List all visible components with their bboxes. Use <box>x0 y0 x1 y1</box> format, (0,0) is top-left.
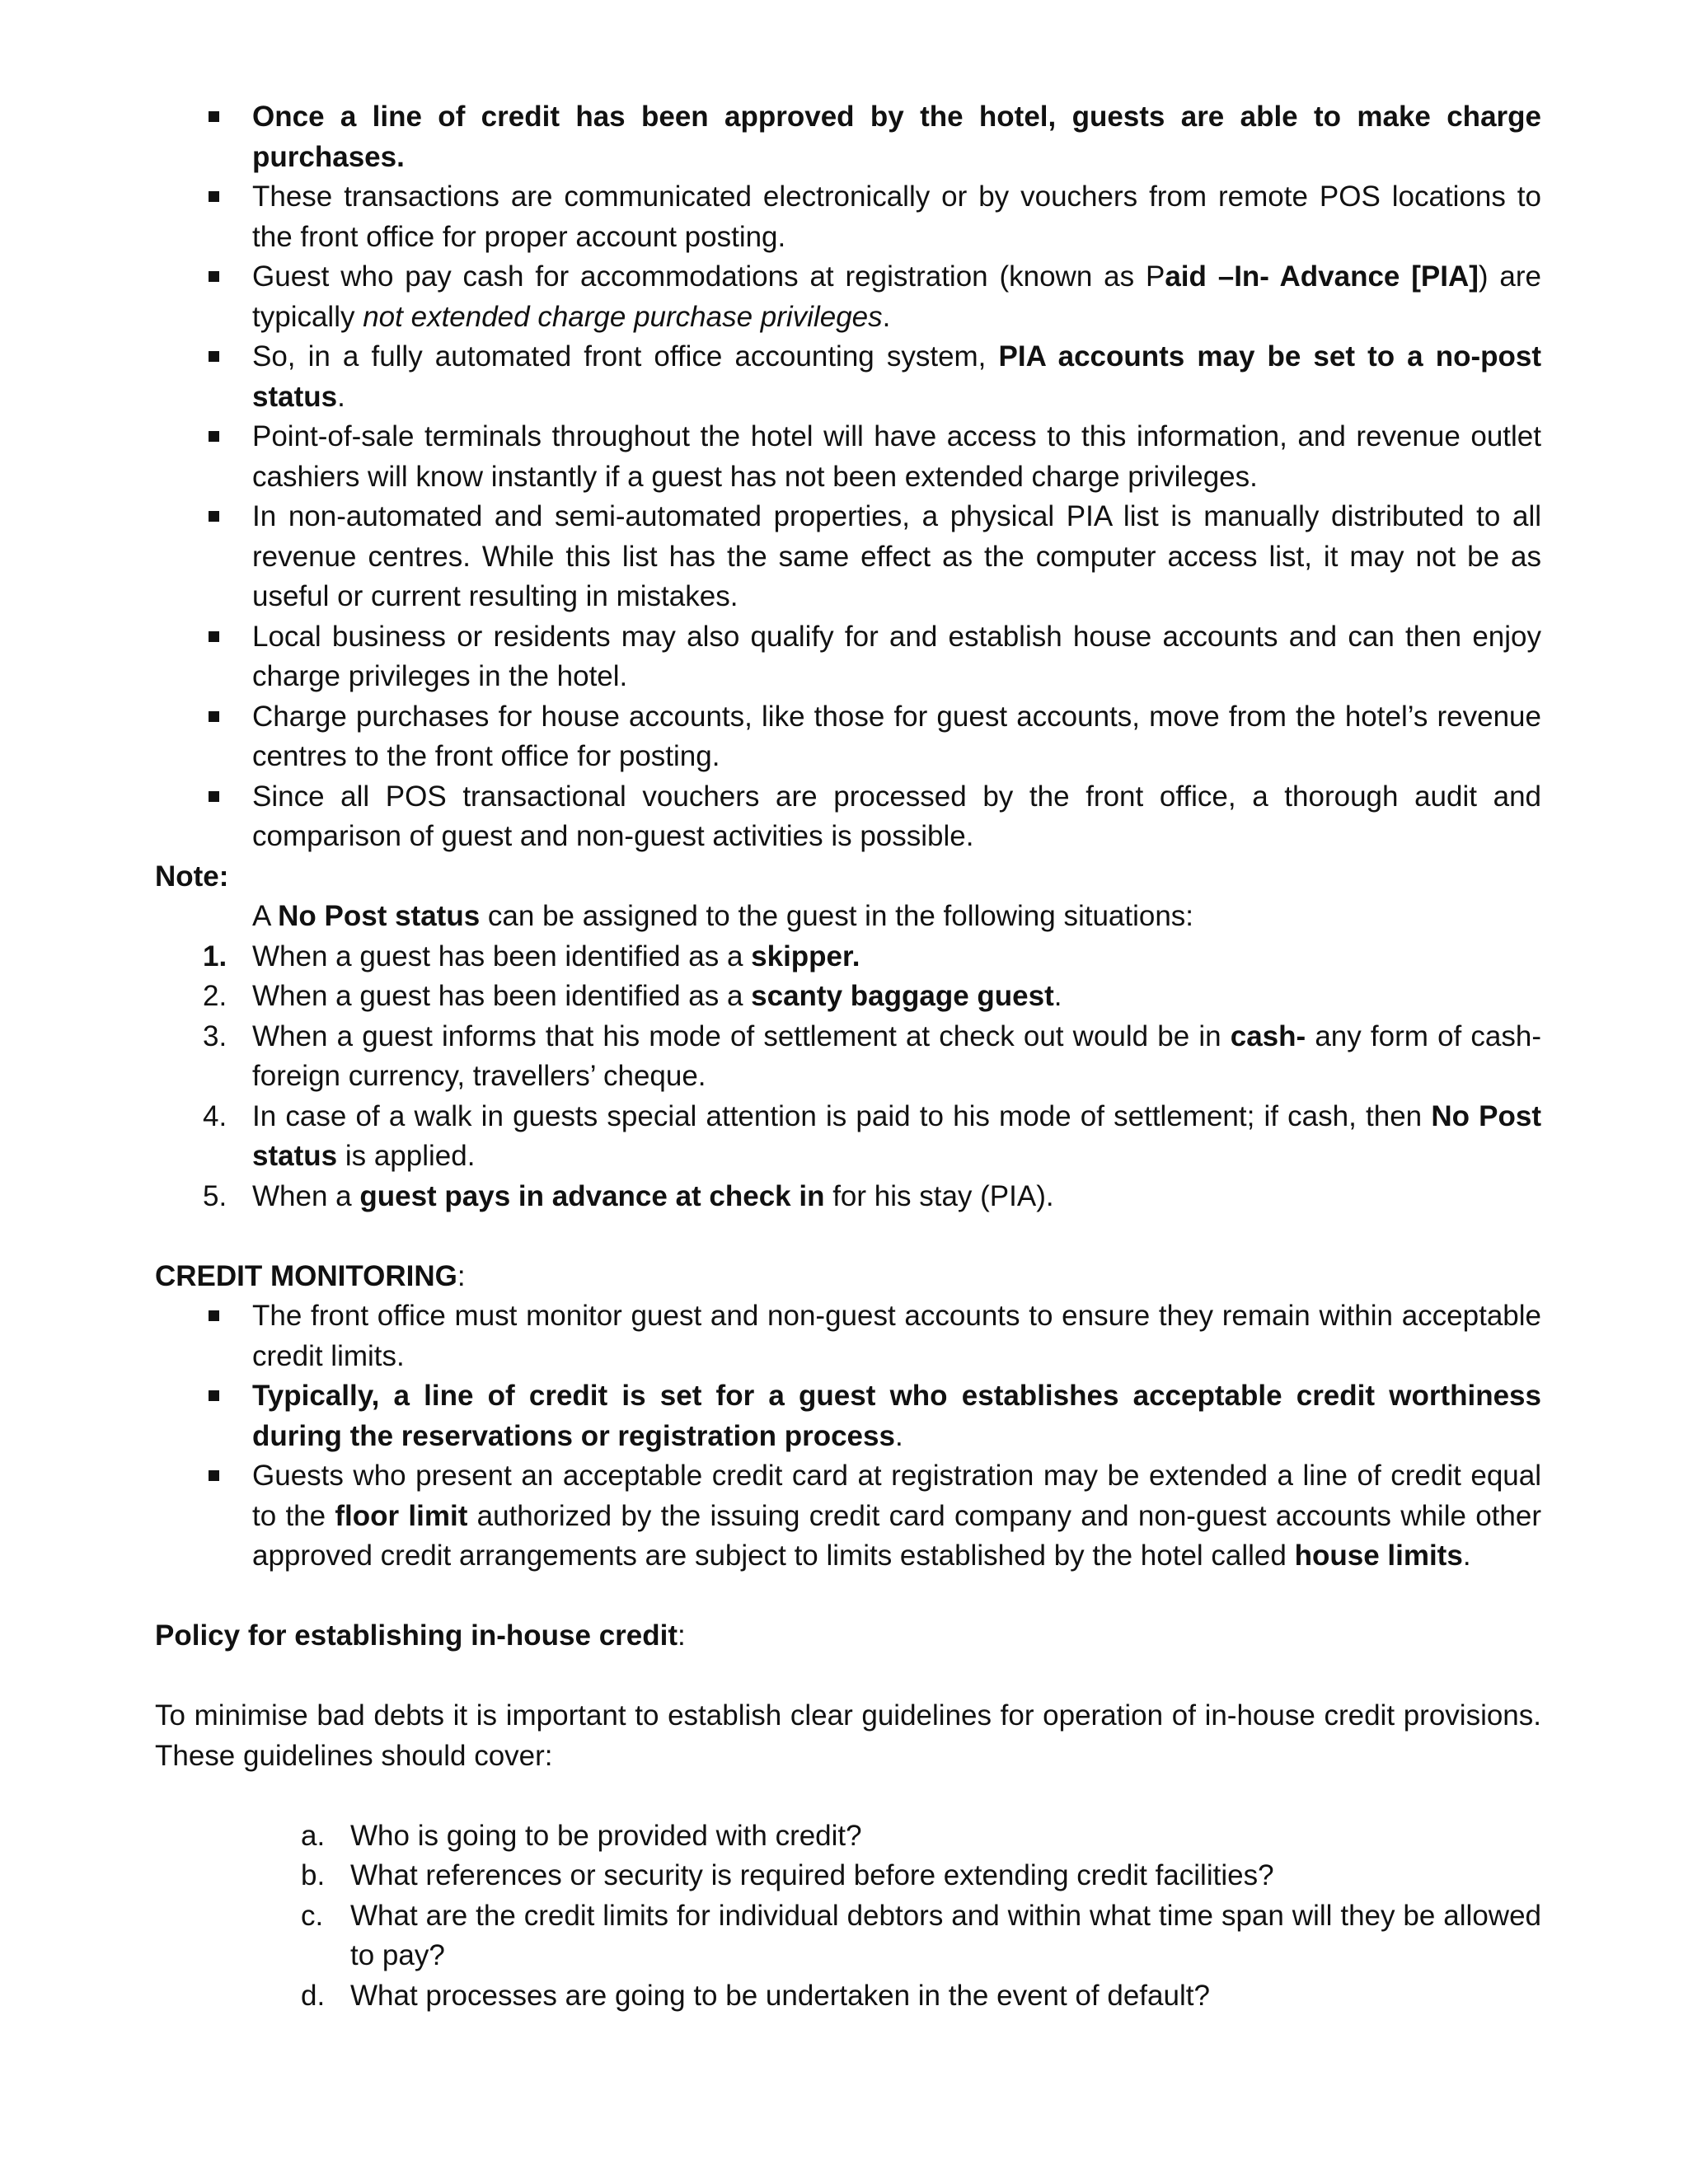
policy-paragraph: To minimise bad debts it is important to establish clear guidelines for operation of in-house credit provisions. These guidelines should cover: <box>155 1699 1541 1772</box>
list-item <box>301 1896 1541 1976</box>
list-number: 5. <box>203 1179 227 1212</box>
list-item: Charge purchases for house accounts, like those for guest accounts, move from the hotel’s revenue centres to the front office for posting. <box>252 697 1541 777</box>
list-item-text: When a guest has been identified as a skipper. <box>252 940 860 972</box>
list-letter: a. <box>301 1819 326 1852</box>
spacer <box>155 1577 1541 1617</box>
list-number: 4. <box>203 1099 227 1132</box>
list-item: Typically, a line of credit is set for a guest who establishes acceptable credit worthiness during the reservations or registration process. <box>252 1376 1541 1456</box>
list-item <box>203 1097 1541 1177</box>
note-numbered-list <box>155 937 1541 1217</box>
list-item-text: What references or security is required before extending credit facilities? <box>350 1859 1274 1891</box>
list-item <box>203 937 1541 977</box>
spacer <box>155 1216 1541 1257</box>
list-item: Guests who present an acceptable credit card at registration may be extended a line of credit equal to the floor limit authorized by the issuing credit card company and non-guest accounts while other approved credit arrangements are subject to limits established by the hotel called house limits. <box>252 1456 1541 1577</box>
list-item: In non-automated and semi-automated properties, a physical PIA list is manually distributed to all revenue centres. While this list has the same effect as the computer access list, it may not be as useful or current resulting in mistakes. <box>252 497 1541 617</box>
list-number: 3. <box>203 1019 227 1052</box>
list-item: The front office must monitor guest and non-guest accounts to ensure they remain within acceptable credit limits. <box>252 1296 1541 1376</box>
policy-heading: Policy for establishing in-house credit: <box>155 1619 686 1652</box>
list-item-text: What processes are going to be undertaken in the event of default? <box>350 1979 1210 2012</box>
list-item: Since all POS transactional vouchers are processed by the front office, a thorough audit and comparison of guest and non-guest activities is possible. <box>252 777 1541 857</box>
note-heading: Note: <box>155 860 229 893</box>
list-item-text: In case of a walk in guests special attention is paid to his mode of settlement; if cash, then No Post status is applied. <box>252 1099 1541 1172</box>
list-item: These transactions are communicated electronically or by vouchers from remote POS locations to the front office for proper account posting. <box>252 177 1541 257</box>
list-number: 1. <box>203 940 227 972</box>
list-item <box>301 1976 1541 2017</box>
bullet-list-top <box>155 97 1541 857</box>
list-item <box>203 977 1541 1017</box>
list-item: So, in a fully automated front office accounting system, PIA accounts may be set to a no-post status. <box>252 337 1541 417</box>
credit-monitoring-heading: CREDIT MONITORING: <box>155 1259 466 1292</box>
list-item: Local business or residents may also qualify for and establish house accounts and can then enjoy charge privileges in the hotel. <box>252 617 1541 697</box>
list-item-text: When a guest pays in advance at check in for his stay (PIA). <box>252 1179 1054 1212</box>
list-letter: c. <box>301 1899 324 1932</box>
list-item: Once a line of credit has been approved by the hotel, guests are able to make charge purchases. <box>252 97 1541 177</box>
list-letter: d. <box>301 1979 326 2012</box>
list-item-text: Who is going to be provided with credit? <box>350 1819 862 1852</box>
spacer <box>155 1657 1541 1697</box>
list-item: Point-of-sale terminals throughout the hotel will have access to this information, and revenue outlet cashiers will know instantly if a guest has not been extended charge privileges. <box>252 417 1541 497</box>
list-item <box>301 1816 1541 1857</box>
list-item <box>203 1017 1541 1097</box>
list-letter: b. <box>301 1859 326 1891</box>
list-item-text: When a guest informs that his mode of settlement at check out would be in cash- any form of cash- foreign currency, travellers’ cheque. <box>252 1019 1541 1092</box>
list-item: Guest who pay cash for accommodations at registration (known as Paid –In- Advance [PIA]) are typically not extended charge purchase privileges. <box>252 257 1541 337</box>
list-item <box>203 1177 1541 1217</box>
list-item-text: What are the credit limits for individual debtors and within what time span will they be allowed to pay? <box>350 1899 1541 1971</box>
credit-bullet-list <box>155 1296 1541 1577</box>
spacer <box>155 1776 1541 1816</box>
list-item-text: When a guest has been identified as a scanty baggage guest. <box>252 980 1062 1012</box>
list-item <box>301 1856 1541 1896</box>
note-intro: A No Post status can be assigned to the guest in the following situations: <box>252 900 1194 932</box>
policy-lettered-list <box>155 1816 1541 2017</box>
list-number: 2. <box>203 980 227 1012</box>
